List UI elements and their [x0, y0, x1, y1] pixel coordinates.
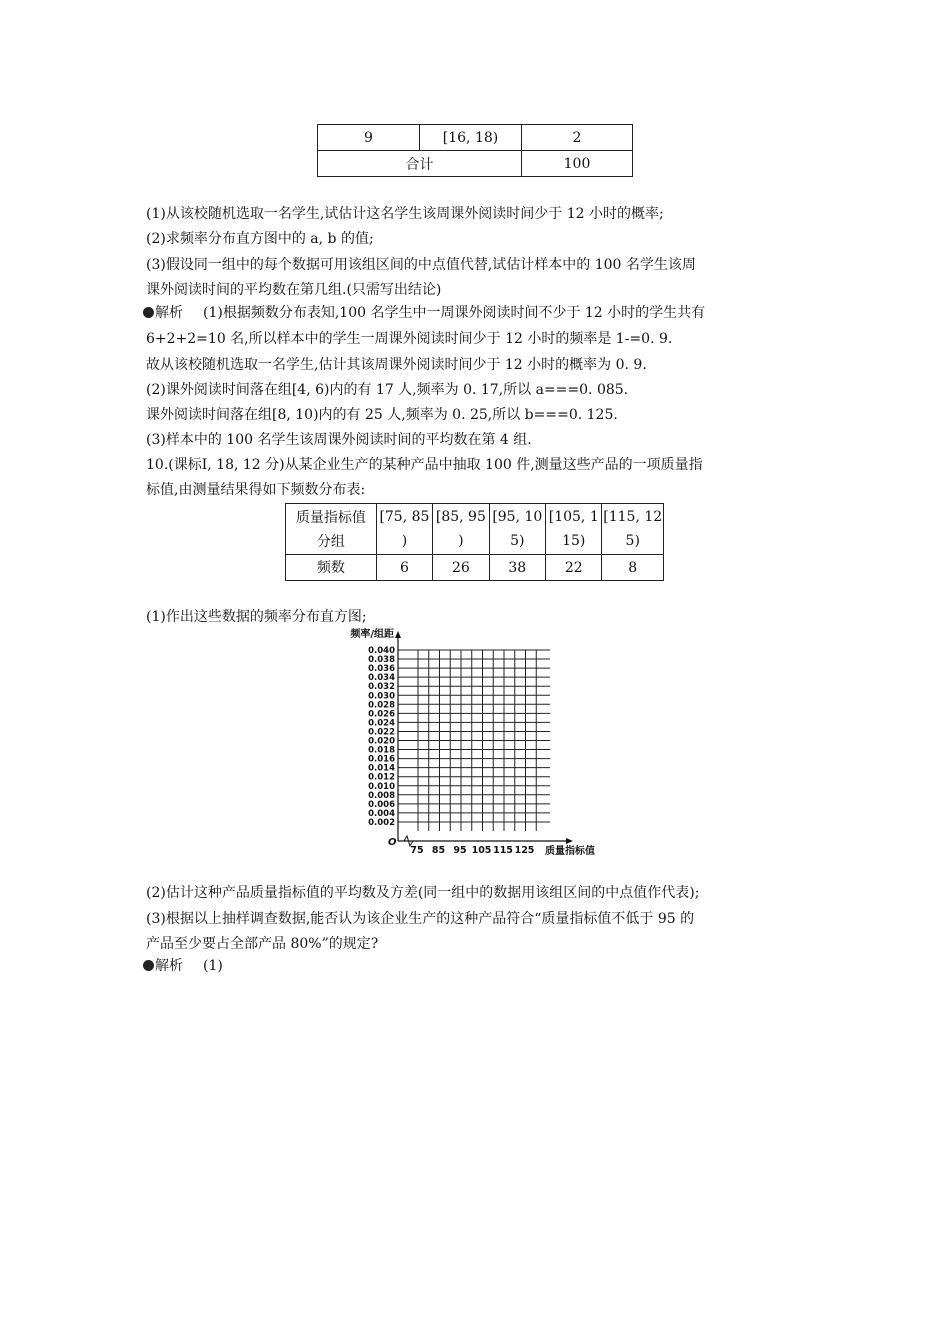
table-header-text: [75, 85 — [379, 509, 430, 525]
solution-marker-icon — [143, 307, 154, 318]
y-tick-label: 0.032 — [368, 682, 395, 693]
solution9-line4: (2)课外阅读时间落在组[4, 6)内的有 17 人,频率为 0. 17,所以 a===0. 085. — [146, 382, 629, 398]
solution-marker-icon — [143, 960, 154, 971]
table-header-cell — [286, 504, 377, 555]
table-header-text: 5) — [625, 533, 640, 549]
solution9-line3: 故从该校随机选取一名学生,估计其该周课外阅读时间少于 12 小时的概率为 0. 9. — [146, 357, 647, 373]
solution-label: 解析 — [155, 958, 183, 974]
table-header-text: [85, 95 — [435, 509, 486, 525]
y-tick-label: 0.034 — [368, 673, 395, 684]
y-tick-label: 0.004 — [368, 808, 395, 819]
y-axis-label: 频率/组距 — [350, 629, 394, 640]
table-header-text: ) — [458, 533, 464, 549]
q9-part3-line2: 课外阅读时间的平均数在第几组.(只需写出结论) — [146, 282, 442, 298]
x-tick-label: 105 — [471, 845, 492, 856]
table-cell: 38 — [489, 555, 545, 581]
q9-part1: (1)从该校随机选取一名学生,试估计这名学生该周课外阅读时间少于 12 小时的概率; — [146, 206, 664, 222]
y-tick-label: 0.006 — [368, 799, 395, 810]
y-tick-label: 0.030 — [368, 691, 395, 702]
table-header-cell — [546, 504, 602, 555]
solution-label: 解析 — [155, 305, 183, 321]
y-tick-label: 0.036 — [368, 664, 395, 675]
solution10-header — [143, 957, 223, 975]
solution9-header — [143, 304, 705, 322]
y-tick-label: 0.024 — [368, 718, 395, 729]
table-header-text: 15) — [562, 533, 586, 549]
table-cell: [16, 18) — [420, 125, 522, 151]
table-cell: 2 — [522, 125, 633, 151]
x-tick-label: 125 — [514, 845, 535, 856]
y-tick-label: 0.028 — [368, 700, 395, 711]
table-cell: 9 — [318, 125, 420, 151]
table-cell: 6 — [376, 555, 432, 581]
y-tick-label: 0.026 — [368, 709, 395, 720]
table-header-label-line1: 质量指标值 — [295, 510, 366, 526]
x-axis-arrow-icon — [566, 838, 573, 844]
q10-part1: (1)作出这些数据的频率分布直方图; — [146, 609, 367, 625]
y-tick-label: 0.038 — [368, 655, 395, 666]
q9-part3-line1: (3)假设同一组中的每个数据可用该组区间的中点值代替,试估计样本中的 100 名学生该周 — [146, 257, 696, 273]
y-tick-label: 0.040 — [368, 646, 395, 656]
table-header-cell — [433, 504, 489, 555]
x-tick-label: 85 — [431, 845, 446, 856]
table-total-value: 100 — [522, 151, 633, 177]
table-header-text: 5) — [510, 533, 525, 549]
table-cell: 8 — [602, 555, 664, 581]
solution9-line2: 6+2+2=10 名,所以样本中的学生一周课外阅读时间少于 12 小时的频率是 1-=0. 9. — [146, 331, 673, 347]
q10-stem-line2: 标值,由测量结果得如下频数分布表: — [146, 482, 366, 498]
solution10-text: (1) — [203, 958, 223, 974]
table-header-cell — [489, 504, 545, 555]
q10-part2: (2)估计这种产品质量指标值的平均数及方差(同一组中的数据用该组区间的中点值作代表); — [146, 885, 700, 901]
y-tick-label: 0.016 — [368, 754, 395, 765]
table-header-text: [115, 12 — [603, 509, 663, 525]
blank-histogram-grid — [340, 626, 610, 864]
table-row-label: 频数 — [286, 555, 377, 581]
q10-part3-line2: 产品至少要占全部产品 80%”的规定? — [146, 936, 379, 952]
solution9-line1: (1)根据频数分布表知,100 名学生中一周课外阅读时间不少于 12 小时的学生共有 — [203, 305, 706, 321]
x-tick-label: 95 — [453, 845, 467, 856]
table-header-text: [95, 10 — [492, 509, 543, 525]
y-tick-label: 0.014 — [368, 763, 395, 774]
x-axis-label: 质量指标值 — [545, 846, 595, 857]
x-tick-label: 115 — [493, 845, 513, 856]
y-tick-label: 0.012 — [368, 772, 395, 783]
y-tick-label: 0.002 — [368, 817, 395, 828]
origin-label: O — [388, 837, 397, 848]
table-total-label: 合计 — [318, 151, 522, 177]
table-header-cell — [376, 504, 432, 555]
table-header-label-line2: 分组 — [316, 534, 345, 550]
y-tick-label: 0.018 — [368, 745, 395, 756]
q10-stem-line1: 10.(课标Ⅰ, 18, 12 分)从某企业生产的某种产品中抽取 100 件,测量这些产品的一项质量指 — [146, 457, 703, 473]
quality-frequency-table — [285, 503, 664, 581]
y-tick-label: 0.022 — [368, 727, 395, 738]
q10-part3-line1: (3)根据以上抽样调查数据,能否认为该企业生产的这种产品符合“质量指标值不低于 95 的 — [146, 911, 695, 927]
y-tick-label: 0.010 — [368, 781, 395, 792]
table-header-text: [105, 1 — [548, 509, 599, 525]
x-tick-label: 75 — [410, 845, 424, 856]
q9-part2: (2)求频率分布直方图中的 a, b 的值; — [146, 231, 374, 247]
y-tick-label: 0.008 — [368, 790, 395, 801]
y-tick-label: 0.020 — [368, 736, 395, 747]
solution9-line5: 课外阅读时间落在组[8, 10)内的有 25 人,频率为 0. 25,所以 b===0. 125. — [146, 407, 618, 423]
table-cell: 26 — [433, 555, 489, 581]
table-cell: 22 — [546, 555, 602, 581]
solution9-line6: (3)样本中的 100 名学生该周课外阅读时间的平均数在第 4 组. — [146, 432, 532, 448]
table-header-cell — [602, 504, 664, 555]
y-axis-arrow-icon — [395, 631, 401, 638]
table-header-text: ) — [401, 533, 408, 549]
frequency-table-continued — [317, 124, 633, 177]
